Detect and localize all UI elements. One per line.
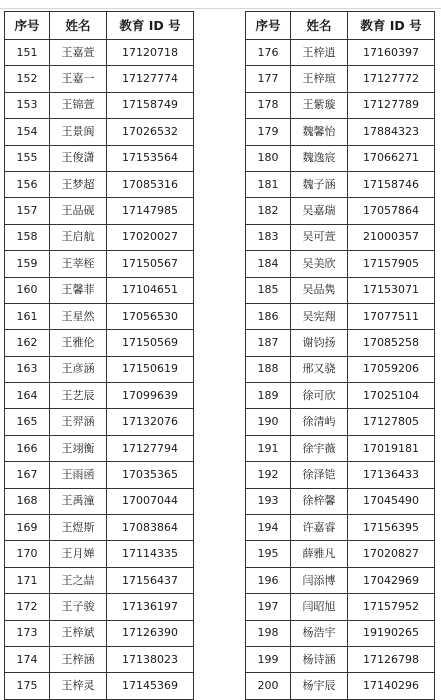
cell-name: 王俊潇 xyxy=(50,145,107,171)
cell-education-id: 17120718 xyxy=(107,40,194,66)
cell-education-id: 17147985 xyxy=(107,198,194,224)
cell-education-id: 17045490 xyxy=(348,488,435,514)
cell-name: 王雨函 xyxy=(50,462,107,488)
cell-education-id: 17158746 xyxy=(348,171,435,197)
cell-number: 161 xyxy=(5,303,50,329)
table-row xyxy=(5,198,194,224)
cell-number: 187 xyxy=(246,330,291,356)
table-row xyxy=(5,435,194,461)
cell-name: 王之喆 xyxy=(50,567,107,593)
cell-name: 王彦涵 xyxy=(50,356,107,382)
cell-education-id: 17025104 xyxy=(348,383,435,409)
table-row xyxy=(5,567,194,593)
cell-education-id: 17085258 xyxy=(348,330,435,356)
cell-number: 174 xyxy=(5,646,50,672)
table-row xyxy=(246,620,435,646)
table-row xyxy=(246,198,435,224)
page-header-rule xyxy=(0,8,441,9)
cell-name: 王禹潼 xyxy=(50,488,107,514)
cell-name: 王月婵 xyxy=(50,541,107,567)
cell-education-id: 17085316 xyxy=(107,171,194,197)
cell-name: 闫昭旭 xyxy=(291,594,348,620)
cell-number: 156 xyxy=(5,171,50,197)
cell-name: 吴嘉瑞 xyxy=(291,198,348,224)
cell-number: 196 xyxy=(246,567,291,593)
cell-education-id: 17035365 xyxy=(107,462,194,488)
cell-name: 许嘉睿 xyxy=(291,515,348,541)
cell-education-id: 17019181 xyxy=(348,435,435,461)
table-row xyxy=(246,145,435,171)
cell-number: 157 xyxy=(5,198,50,224)
table-row xyxy=(5,330,194,356)
cell-education-id: 17884323 xyxy=(348,119,435,145)
table-row xyxy=(5,488,194,514)
table-row xyxy=(5,66,194,92)
header-number: 序号 xyxy=(5,12,50,40)
cell-education-id: 17127794 xyxy=(107,435,194,461)
student-table-right xyxy=(245,11,435,700)
cell-name: 王羿涵 xyxy=(50,409,107,435)
cell-education-id: 17150619 xyxy=(107,356,194,382)
table-row xyxy=(5,40,194,66)
table-row xyxy=(246,567,435,593)
table-header-row xyxy=(246,12,435,40)
cell-number: 171 xyxy=(5,567,50,593)
header-education-id: 教育 ID 号 xyxy=(107,12,194,40)
cell-education-id: 21000357 xyxy=(348,224,435,250)
header-name: 姓名 xyxy=(50,12,107,40)
cell-number: 197 xyxy=(246,594,291,620)
table-row xyxy=(246,488,435,514)
cell-name: 徐清屿 xyxy=(291,409,348,435)
cell-number: 170 xyxy=(5,541,50,567)
cell-name: 吴品隽 xyxy=(291,277,348,303)
table-row xyxy=(5,646,194,672)
cell-number: 152 xyxy=(5,66,50,92)
cell-name: 王子骏 xyxy=(50,594,107,620)
cell-name: 吴美欣 xyxy=(291,251,348,277)
cell-education-id: 17153071 xyxy=(348,277,435,303)
cell-number: 177 xyxy=(246,66,291,92)
cell-name: 王馨菲 xyxy=(50,277,107,303)
cell-number: 190 xyxy=(246,409,291,435)
header-name: 姓名 xyxy=(291,12,348,40)
cell-education-id: 17150569 xyxy=(107,330,194,356)
cell-number: 178 xyxy=(246,92,291,118)
table-row xyxy=(5,620,194,646)
table-row xyxy=(5,145,194,171)
cell-education-id: 17126798 xyxy=(348,646,435,672)
cell-education-id: 17020027 xyxy=(107,224,194,250)
cell-name: 王紫璇 xyxy=(291,92,348,118)
cell-name: 王莘桎 xyxy=(50,251,107,277)
cell-name: 王星然 xyxy=(50,303,107,329)
table-row xyxy=(5,462,194,488)
table-row xyxy=(246,462,435,488)
cell-education-id: 17153564 xyxy=(107,145,194,171)
cell-number: 194 xyxy=(246,515,291,541)
cell-number: 159 xyxy=(5,251,50,277)
cell-education-id: 17042969 xyxy=(348,567,435,593)
cell-number: 169 xyxy=(5,515,50,541)
cell-number: 200 xyxy=(246,673,291,699)
cell-education-id: 17059206 xyxy=(348,356,435,382)
cell-number: 164 xyxy=(5,383,50,409)
table-row xyxy=(246,224,435,250)
cell-education-id: 17160397 xyxy=(348,40,435,66)
cell-number: 189 xyxy=(246,383,291,409)
cell-name: 杨宇辰 xyxy=(291,673,348,699)
cell-education-id: 17158749 xyxy=(107,92,194,118)
header-education-id: 教育 ID 号 xyxy=(348,12,435,40)
table-row xyxy=(5,171,194,197)
table-row xyxy=(246,330,435,356)
cell-education-id: 17150567 xyxy=(107,251,194,277)
cell-education-id: 17127772 xyxy=(348,66,435,92)
table-row xyxy=(246,92,435,118)
cell-education-id: 17083864 xyxy=(107,515,194,541)
cell-education-id: 17138023 xyxy=(107,646,194,672)
cell-education-id: 17140296 xyxy=(348,673,435,699)
cell-name: 魏逸宸 xyxy=(291,145,348,171)
cell-number: 184 xyxy=(246,251,291,277)
cell-education-id: 17136433 xyxy=(348,462,435,488)
cell-name: 王梓逍 xyxy=(291,40,348,66)
table-row xyxy=(246,119,435,145)
cell-name: 王梓灵 xyxy=(50,673,107,699)
cell-education-id: 17077511 xyxy=(348,303,435,329)
table-row xyxy=(5,303,194,329)
cell-education-id: 17026532 xyxy=(107,119,194,145)
cell-education-id: 17114335 xyxy=(107,541,194,567)
cell-number: 168 xyxy=(5,488,50,514)
cell-number: 158 xyxy=(5,224,50,250)
cell-name: 杨诗涵 xyxy=(291,646,348,672)
table-row xyxy=(5,673,194,699)
table-row xyxy=(246,435,435,461)
cell-education-id: 17136197 xyxy=(107,594,194,620)
cell-number: 172 xyxy=(5,594,50,620)
cell-name: 徐泽铠 xyxy=(291,462,348,488)
cell-name: 魏子涵 xyxy=(291,171,348,197)
cell-number: 163 xyxy=(5,356,50,382)
table-row xyxy=(246,515,435,541)
cell-number: 180 xyxy=(246,145,291,171)
table-row xyxy=(5,356,194,382)
cell-name: 吴可萱 xyxy=(291,224,348,250)
table-row xyxy=(5,119,194,145)
cell-education-id: 17145369 xyxy=(107,673,194,699)
cell-number: 173 xyxy=(5,620,50,646)
table-row xyxy=(5,92,194,118)
cell-name: 王品砚 xyxy=(50,198,107,224)
cell-number: 154 xyxy=(5,119,50,145)
cell-number: 193 xyxy=(246,488,291,514)
cell-name: 王梦超 xyxy=(50,171,107,197)
table-row xyxy=(246,673,435,699)
cell-number: 153 xyxy=(5,92,50,118)
table-row xyxy=(5,383,194,409)
cell-name: 王艺辰 xyxy=(50,383,107,409)
table-row xyxy=(5,277,194,303)
student-table-left xyxy=(4,11,194,700)
table-row xyxy=(246,646,435,672)
cell-education-id: 17056530 xyxy=(107,303,194,329)
cell-education-id: 17132076 xyxy=(107,409,194,435)
table-row xyxy=(5,224,194,250)
cell-name: 闫添博 xyxy=(291,567,348,593)
cell-name: 邢又骁 xyxy=(291,356,348,382)
cell-name: 魏馨怡 xyxy=(291,119,348,145)
cell-number: 166 xyxy=(5,435,50,461)
cell-education-id: 17007044 xyxy=(107,488,194,514)
table-row xyxy=(5,541,194,567)
cell-education-id: 17126390 xyxy=(107,620,194,646)
table-row xyxy=(246,356,435,382)
cell-education-id: 17104651 xyxy=(107,277,194,303)
cell-number: 198 xyxy=(246,620,291,646)
cell-education-id: 17057864 xyxy=(348,198,435,224)
cell-education-id: 19190265 xyxy=(348,620,435,646)
table-row xyxy=(5,409,194,435)
cell-number: 179 xyxy=(246,119,291,145)
table-row xyxy=(246,171,435,197)
cell-number: 188 xyxy=(246,356,291,382)
cell-name: 王煜斯 xyxy=(50,515,107,541)
cell-name: 王梓斌 xyxy=(50,620,107,646)
table-row xyxy=(246,541,435,567)
cell-education-id: 17127805 xyxy=(348,409,435,435)
table-row xyxy=(5,251,194,277)
cell-name: 王梓瑄 xyxy=(291,66,348,92)
cell-education-id: 17066271 xyxy=(348,145,435,171)
cell-number: 181 xyxy=(246,171,291,197)
cell-number: 186 xyxy=(246,303,291,329)
cell-education-id: 17127789 xyxy=(348,92,435,118)
table-row xyxy=(246,409,435,435)
cell-name: 王梓涵 xyxy=(50,646,107,672)
table-row xyxy=(246,383,435,409)
cell-education-id: 17127774 xyxy=(107,66,194,92)
table-row xyxy=(246,277,435,303)
header-number: 序号 xyxy=(246,12,291,40)
table-row xyxy=(5,594,194,620)
cell-number: 165 xyxy=(5,409,50,435)
table-row xyxy=(246,594,435,620)
table-row xyxy=(246,251,435,277)
cell-number: 162 xyxy=(5,330,50,356)
cell-name: 王嘉一 xyxy=(50,66,107,92)
cell-education-id: 17157952 xyxy=(348,594,435,620)
cell-name: 吴宪翔 xyxy=(291,303,348,329)
cell-education-id: 17156395 xyxy=(348,515,435,541)
cell-number: 192 xyxy=(246,462,291,488)
cell-name: 徐梓馨 xyxy=(291,488,348,514)
cell-name: 王启航 xyxy=(50,224,107,250)
cell-number: 167 xyxy=(5,462,50,488)
cell-education-id: 17020827 xyxy=(348,541,435,567)
cell-number: 160 xyxy=(5,277,50,303)
table-row xyxy=(246,40,435,66)
cell-number: 191 xyxy=(246,435,291,461)
table-row xyxy=(246,66,435,92)
table-header-row xyxy=(5,12,194,40)
cell-name: 杨浩宇 xyxy=(291,620,348,646)
cell-number: 183 xyxy=(246,224,291,250)
cell-number: 199 xyxy=(246,646,291,672)
cell-number: 182 xyxy=(246,198,291,224)
cell-name: 薛雅凡 xyxy=(291,541,348,567)
cell-name: 王锦萱 xyxy=(50,92,107,118)
table-row xyxy=(5,515,194,541)
cell-name: 徐宇薇 xyxy=(291,435,348,461)
cell-name: 王雅伦 xyxy=(50,330,107,356)
cell-name: 谢钧扬 xyxy=(291,330,348,356)
cell-number: 175 xyxy=(5,673,50,699)
cell-education-id: 17157905 xyxy=(348,251,435,277)
cell-number: 151 xyxy=(5,40,50,66)
table-row xyxy=(246,303,435,329)
cell-number: 155 xyxy=(5,145,50,171)
cell-name: 王嘉萱 xyxy=(50,40,107,66)
cell-name: 王景阆 xyxy=(50,119,107,145)
cell-number: 176 xyxy=(246,40,291,66)
cell-education-id: 17156437 xyxy=(107,567,194,593)
cell-education-id: 17099639 xyxy=(107,383,194,409)
cell-number: 185 xyxy=(246,277,291,303)
cell-name: 王翊衡 xyxy=(50,435,107,461)
cell-name: 徐可欣 xyxy=(291,383,348,409)
cell-number: 195 xyxy=(246,541,291,567)
